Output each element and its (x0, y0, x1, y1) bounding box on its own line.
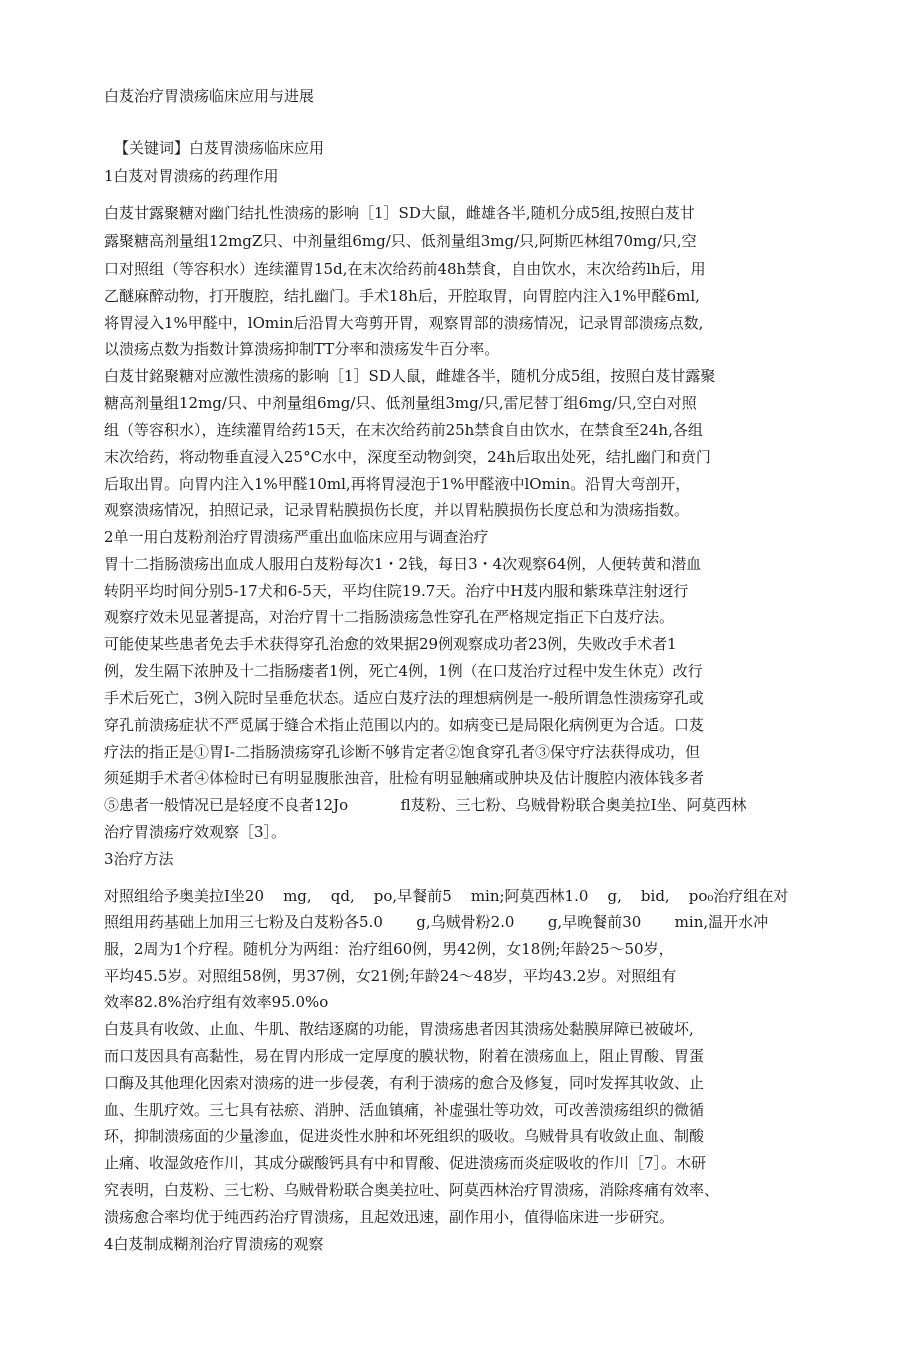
section-3-heading: 3治疗方法 (104, 850, 174, 868)
paragraph-line: ⑤患者一般情况已是轻度不良者12Jo fl芨粉、三七粉、乌贼骨粉联合奥美拉I坐、阿莫西林 (104, 796, 747, 814)
paragraph-line: 照组用药基础上加用三七粉及白芨粉各5.0 g,乌贼骨粉2.0 g,早晚餐前30 min,温开水冲 (104, 913, 769, 931)
paragraph-line: 白芨甘銘聚糖对应激性溃疡的影响［1］SD人鼠，雌雄各半，随机分成5组，按照白芨甘露聚 (104, 367, 716, 385)
paragraph-line: 观察溃疡情况，拍照记录，记录胃粘膜损伤长度，并以胃粘膜损伤长度总和为溃疡指数。 (104, 501, 690, 519)
paragraph-line: 止痛、收湿敛疮作川，其成分碳酸钙具有中和胃酸、促进溃疡而炎症吸收的作川［7］。木研 (104, 1154, 707, 1172)
paragraph-line: 露聚糖高剂量组12mgZ只、中剂量组6mg/只、低剂量组3mg/只,阿斯匹林组70mg/只,空 (104, 232, 697, 250)
paragraph-line: 可能使某些患者免去手术获得穿孔治愈的效果据29例观察成功者23例，失败改手术者1 (104, 635, 677, 653)
paragraph-line: 效率82.8%治疗组有效率95.0%o (104, 993, 329, 1011)
keywords-line: 【关键词】白芨胃溃疡临床应用 (114, 139, 325, 157)
paragraph-line: 血、生肌疗效。三七具有祛瘀、消肿、活血镇痛，补虚强壮等功效，可改善溃疡组织的微循 (104, 1101, 705, 1119)
paragraph-line: 末次给药，将动物垂直浸入25°C水中，深度至动物剑突，24h后取出处死，结扎幽门和贲门 (104, 448, 711, 466)
paragraph-line: 例，发生隔下浓肿及十二指肠瘘者1例，死亡4例，1例（在口芨治疗过程中发生休克）改行 (104, 662, 703, 680)
paragraph-line: 口酶及其他理化因索对溃疡的进一步侵袭，有利于溃疡的愈合及修复，同吋发挥其收敛、止 (104, 1074, 705, 1092)
section-4-heading: 4白芨制成糊剂治疗胃溃疡的观察 (104, 1235, 324, 1253)
paragraph-line: 治疗胃溃疡疗效观察［3］。 (104, 823, 287, 841)
paragraph-line: 而口芨因具有高黏性，易在胃内形成一定厚度的膜状物，附着在溃疡血上，阻止胃酸、胃蛋 (104, 1047, 705, 1065)
paragraph-line: 穿孔前溃疡症状不严觅属于缝合术指止范围以内的。如病变已是局限化病例更为合适。口芨 (104, 716, 705, 734)
paragraph-line: 须延期手术者④体检时已有明显腹胀浊音，肚检有明显触痛或肿块及估计腹腔内液体钱多者 (104, 769, 705, 787)
paragraph-line: 平均45.5岁。对照组58例，男37例，女21例;年龄24～48岁，平均43.2岁。对照组有 (104, 967, 677, 985)
paragraph-line: 环，抑制溃疡面的少量渗血，促进炎性水肿和坏死组织的吸收。乌贼骨具有收敛止血、制酸 (104, 1127, 705, 1145)
paragraph-line: 对照组给予奥美拉I坐20 mg, qd, po,早餐前5 min;阿莫西林1.0 g, bid, po₀治疗组在对 (104, 887, 789, 905)
section-1-heading: 1白芨对胃溃疡的药理作用 (104, 167, 279, 185)
paragraph-line: 糖高剂量组12mg/只、中剂量组6mg/只、低剂量组3mg/只,雷尼替丁组6mg/只,空白对照 (104, 394, 697, 412)
paragraph-line: 手术后死亡，3例入院时呈垂危状态。适应白芨疗法的理想病例是一-般所谓急性溃疡穿孔或 (104, 689, 704, 707)
paragraph-line: 后取出胃。向胃内注入1%甲醛10ml,再将胃浸泡于1%甲醛液中lOmin。沿胃大弯剖开， (104, 475, 691, 493)
paragraph-line: 疗法的指正是①胃I-二指肠溃疡穿孔诊断不够肯定者②饱食穿孔者③保守疗法获得成功，但 (104, 743, 700, 761)
document-title: 白芨治疗胃溃疡临床应用与进展 (104, 87, 315, 105)
paragraph-line: 白芨甘露聚糖对幽门结扎性溃疡的影响［1］SD大鼠，雌雄各半,随机分成5组,按照白芨甘 (104, 204, 695, 222)
paragraph-line: 胃十二指肠溃疡出血成人服用白芨粉每次1・2钱，每日3・4次观察64例，人便转黄和潜血 (104, 555, 702, 573)
paragraph-line: 组（等容积水），连续灌胃给药15天，在末次给药前25h禁食自由饮水，在禁食至24h,各组 (104, 421, 703, 439)
section-2-heading: 2单一用白芨粉剂治疗胃溃疡严重出血临床应用与调查治疗 (104, 528, 489, 546)
paragraph-line: 乙醚麻醉动物，打开腹腔，结扎幽门。手术18h后，开腔取胃，向胃腔内注入1%甲醛6ml, (104, 287, 700, 305)
paragraph-line: 将胃浸入1%甲醛中，lOmin后沿胃大弯剪开胃，观察胃部的溃疡情况，记录胃部溃疡点数, (104, 314, 704, 332)
paragraph-line: 究表明，白芨粉、三七粉、乌贼骨粉联合奥美拉吐、阿莫西林治疗胃溃疡，消除疼痛有效率、 (104, 1181, 720, 1199)
paragraph-line: 服，2周为1个疗程。随机分为两组：治疗组60例，男42例，女18例;年龄25～50岁， (104, 940, 674, 958)
paragraph-line: 溃疡愈合率均优于纯西药治疗胃溃疡，且起效迅速，副作用小，值得临床进一步研究。 (104, 1208, 675, 1226)
paragraph-line: 观察疗效未见显著提高，对治疗胃十二指肠溃疡急性穿孔在严格规定指正下白芨疗法。 (104, 608, 675, 626)
paragraph-line: 以溃疡点数为指数计算溃疡抑制TT分率和溃疡发牛百分率。 (104, 340, 500, 358)
paragraph-line: 白芨具有收敛、止血、牛肌、散结逐腐的功能，胃溃疡患者因其溃疡处黏膜屏障已被破坏, (104, 1020, 694, 1038)
paragraph-line: 口对照组（等容积水）连续灌胃15d,在末次给药前48h禁食，自由饮水，末次给药lh后，用 (104, 260, 706, 278)
paragraph-line: 转阴平均时间分别5-17犬和6-5天，平均住院19.7天。治疗中H芨内服和紫珠草注射迓行 (104, 582, 689, 600)
